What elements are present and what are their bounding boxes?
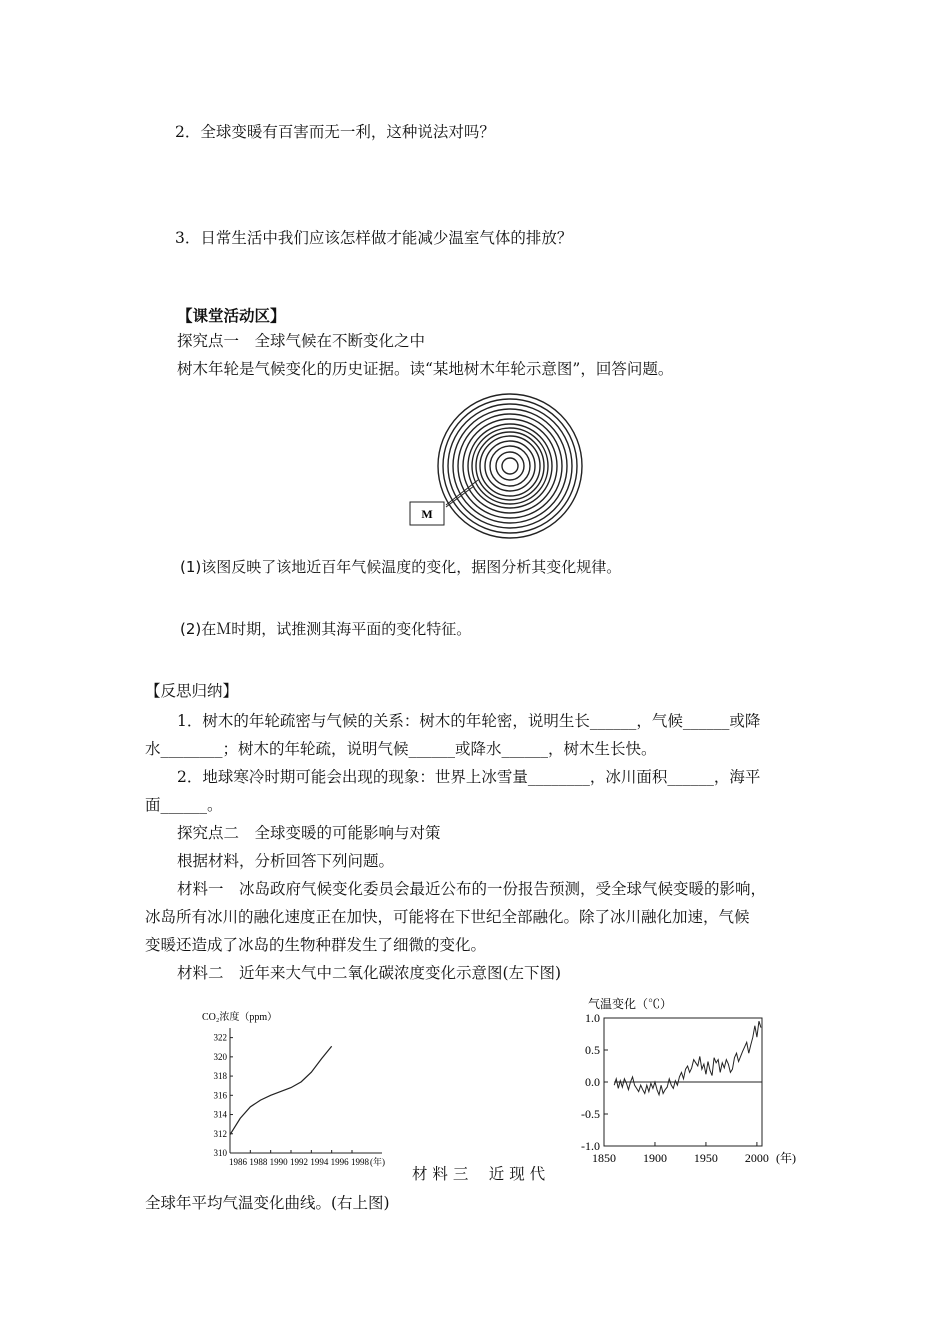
temp-x-tick-label: 1850	[592, 1151, 616, 1165]
temp-series-line	[614, 1021, 761, 1095]
material2: 材料二 近年来大气中二氧化碳浓度变化示意图(左下图)	[177, 964, 562, 982]
co2-ylabel: CO₂浓度（ppm）	[202, 1012, 278, 1023]
temp-x-tick-label: 1900	[642, 1151, 667, 1165]
temp-x-tick-label: 1950	[693, 1151, 718, 1165]
co2-x-tick-label: 1990	[269, 1157, 288, 1167]
co2-y-tick-label: 318	[213, 1071, 227, 1082]
temp-xlabel: (年)	[776, 1151, 796, 1165]
classroom-heading: 【课堂活动区】	[177, 307, 286, 325]
temperature-change-chart	[568, 992, 808, 1177]
reflection-line-2b: 面______。	[145, 796, 223, 814]
material3-line-b: 全球年平均气温变化曲线。(右上图)	[145, 1194, 390, 1212]
co2-x-tick-label: 1996	[330, 1157, 349, 1167]
point2-intro: 根据材料，分析回答下列问题。	[177, 852, 395, 870]
material1-line-c: 变暖还造成了冰岛的生物种群发生了细微的变化。	[145, 936, 487, 954]
temp-y-tick-label: -1.0	[581, 1139, 600, 1153]
material3-line-a: 材 料 三 近 现 代	[412, 1165, 546, 1183]
tree-rings	[438, 394, 582, 538]
temp-y-tick-label: 1.0	[585, 1011, 600, 1025]
reflection-heading: 【反思归纳】	[145, 682, 239, 700]
co2-y-tick-label: 314	[213, 1109, 227, 1120]
temp-y-tick-label: -0.5	[581, 1107, 600, 1121]
reflection-line-2a: 2．地球寒冷时期可能会出现的现象：世界上冰雪量________，冰川面积______，海平	[177, 768, 761, 786]
question-2: 2．全球变暖有百害而无一利，这种说法对吗？	[175, 123, 495, 141]
co2-x-tick-label: 1986	[229, 1157, 247, 1167]
co2-y-tick-label: 316	[213, 1090, 227, 1101]
temp-y-tick-label: 0.0	[585, 1075, 600, 1089]
sub-question-1: (1)该图反映了该地近百年气候温度的变化，据图分析其变化规律。	[180, 558, 622, 576]
material1-line-b: 冰岛所有冰川的融化速度正在加快，可能将在下世纪全部融化。除了冰川融化加速，气候	[145, 908, 750, 926]
question-3: 3．日常生活中我们应该怎样做才能减少温室气体的排放？	[175, 229, 573, 247]
co2-y-tick-label: 310	[213, 1148, 227, 1158]
co2-x-tick-label: 1994	[310, 1157, 329, 1167]
material1-line-a: 材料一 冰岛政府气候变化委员会最近公布的一份报告预测，受全球气候变暖的影响，	[177, 880, 767, 898]
co2-x-tick-label: 1992	[290, 1157, 308, 1167]
point1-intro: 树木年轮是气候变化的历史证据。读“某地树木年轮示意图”，回答问题。	[177, 360, 674, 378]
point2-title: 探究点二 全球变暖的可能影响与对策	[177, 824, 441, 842]
temp-ylabel: 气温变化（℃）	[588, 997, 673, 1011]
reflection-line-1b: 水________；树木的年轮疏，说明气候______或降水______，树木生长快。	[145, 740, 657, 758]
co2-concentration-chart	[192, 1000, 392, 1185]
co2-x-tick-label: 1988	[249, 1157, 268, 1167]
co2-xlabel: (年)	[370, 1157, 385, 1167]
co2-series-line	[230, 1046, 332, 1134]
co2-y-tick-label: 320	[213, 1051, 227, 1062]
tree-ring-diagram	[408, 393, 588, 543]
co2-y-tick-label: 322	[213, 1032, 227, 1043]
temp-x-tick-label: 2000	[744, 1151, 769, 1165]
temp-y-tick-label: 0.5	[585, 1043, 600, 1057]
sub-question-2: (2)在Ｍ时期，试推测其海平面的变化特征。	[180, 620, 472, 638]
point1-title: 探究点一 全球气候在不断变化之中	[177, 332, 426, 350]
reflection-line-1a: 1．树木的年轮疏密与气候的关系：树木的年轮密，说明生长______，气候______或降	[177, 712, 761, 730]
co2-x-tick-label: 1998	[351, 1157, 369, 1167]
m-label: M	[421, 507, 433, 521]
co2-y-tick-label: 312	[213, 1128, 227, 1139]
